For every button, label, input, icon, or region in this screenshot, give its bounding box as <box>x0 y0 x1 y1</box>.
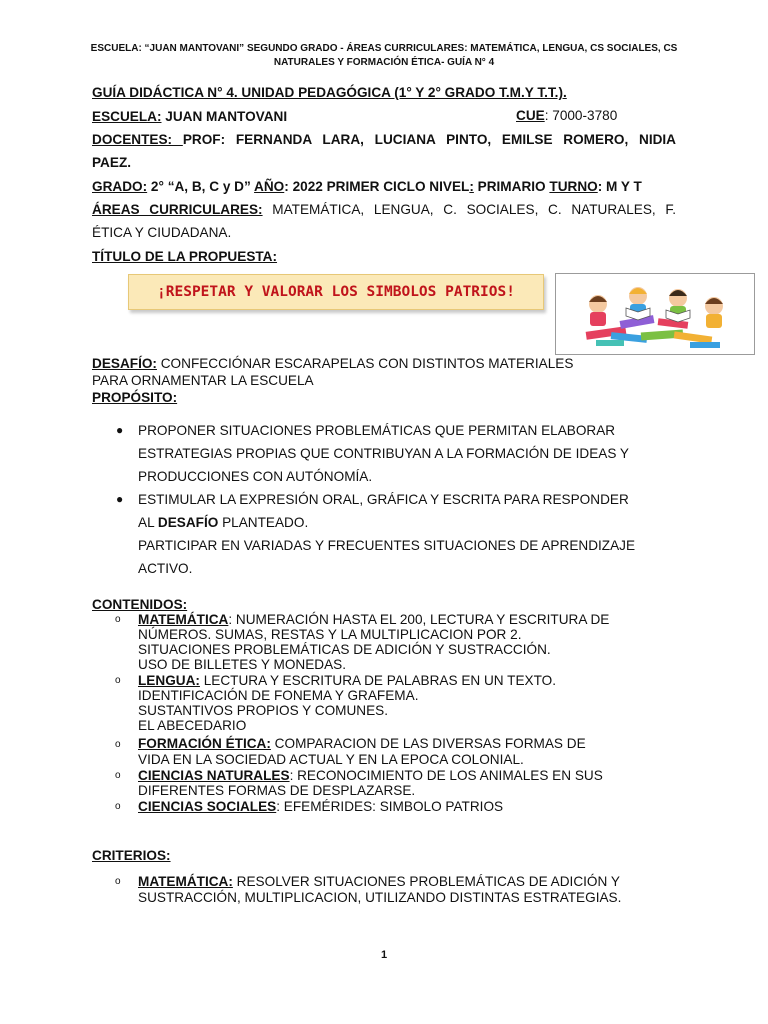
matematica-line-1: : NUMERACIÓN HASTA EL 200, LECTURA Y ESCRITURA DE <box>228 612 610 627</box>
contenido-matematica <box>138 612 609 672</box>
proposito-item-1 <box>138 419 629 488</box>
turno-value: : M Y T <box>597 179 642 194</box>
areas-label: ÁREAS CURRICULARES: <box>92 202 263 217</box>
docentes-row <box>92 131 676 149</box>
proposito-2-line-2 <box>138 511 635 534</box>
proposito-label: PROPÓSITO: <box>92 390 178 405</box>
areas-row <box>92 201 676 219</box>
ciencias-naturales-line-1: : RECONOCIMIENTO DE LOS ANIMALES EN SUS <box>289 768 603 783</box>
page-header <box>60 42 708 70</box>
contenido-lengua <box>138 673 556 733</box>
proposito-2-post: PLANTEADO. <box>218 515 309 530</box>
guide-title: GUÍA DIDÁCTICA N° 4. UNIDAD PEDAGÓGICA (1° Y 2° GRADO T.M.Y T.T.). <box>92 85 567 100</box>
contenidos-label: CONTENIDOS: <box>92 597 188 612</box>
lengua-label: LENGUA: <box>138 673 200 688</box>
desafio-line-2: PARA ORNAMENTAR LA ESCUELA <box>92 373 314 388</box>
formacion-etica-label: FORMACIÓN ÉTICA: <box>138 736 271 751</box>
formacion-etica-line-2: VIDA EN LA SOCIEDAD ACTUAL Y EN LA EPOCA COLONIAL. <box>138 752 524 767</box>
nivel-value: PRIMARIO <box>473 179 550 194</box>
desafio-word: DESAFÍO <box>157 515 219 530</box>
docentes-line-2: PAEZ. <box>92 155 132 170</box>
proposito-1-line-1: PROPONER SITUACIONES PROBLEMÁTICAS QUE PERMITAN ELABORAR <box>138 423 616 438</box>
circle-bullet-icon: o <box>115 614 121 625</box>
escuela-row <box>92 108 287 126</box>
circle-bullet-icon: o <box>115 739 121 750</box>
grado-row <box>92 178 642 196</box>
criterio-matematica-line-1: RESOLVER SITUACIONES PROBLEMÁTICAS DE ADICIÓN Y <box>232 874 620 889</box>
circle-bullet-icon: o <box>115 770 121 781</box>
cue-value: : 7000-3780 <box>544 108 618 123</box>
escuela-label: ESCUELA: <box>92 109 162 124</box>
matematica-line-2: NÚMEROS. SUMAS, RESTAS Y LA MULTIPLICACION POR 2. <box>138 627 522 642</box>
nivel-separator: : <box>469 179 474 194</box>
lengua-line-1: LECTURA Y ESCRITURA DE PALABRAS EN UN TEXTO. <box>199 673 556 688</box>
proposito-item-2 <box>138 488 635 580</box>
bullet-icon: ● <box>116 492 124 506</box>
proposito-1-line-3: PRODUCCIONES CON AUTÓNOMÍA. <box>138 469 373 484</box>
desafio-row <box>92 356 573 371</box>
lengua-line-4: EL ABECEDARIO <box>138 718 247 733</box>
criterio-matematica-label: MATEMÁTICA: <box>138 874 233 889</box>
lengua-line-3: SUSTANTIVOS PROPIOS Y COMUNES. <box>138 703 389 718</box>
ciencias-naturales-label: CIENCIAS NATURALES <box>138 768 290 783</box>
page-number: 1 <box>380 949 388 961</box>
desafio-line-1: CONFECCIÓNAR ESCARAPELAS CON DISTINTOS MATERIALES <box>156 356 574 371</box>
proposal-title-banner: ¡RESPETAR Y VALORAR LOS SIMBOLOS PATRIOS! <box>128 274 544 310</box>
grado-value: 2° “A, B, C y D” <box>147 179 255 194</box>
contenido-formacion-etica <box>138 736 586 768</box>
docentes-line-1: PROF: FERNANDA LARA, LUCIANA PINTO, EMILSE ROMERO, NIDIA <box>182 132 677 147</box>
escuela-value: JUAN MANTOVANI <box>161 109 288 124</box>
children-books-icon <box>556 274 754 354</box>
areas-line-1: MATEMÁTICA, LENGUA, C. SOCIALES, C. NATURALES, F. <box>262 202 676 217</box>
contenido-ciencias-sociales <box>138 799 503 814</box>
turno-label: TURNO <box>549 179 598 194</box>
proposito-2-line-4: ACTIVO. <box>138 561 193 576</box>
grado-label: GRADO: <box>92 179 148 194</box>
proposito-1-line-2: ESTRATEGIAS PROPIAS QUE CONTRIBUYAN A LA FORMACIÓN DE IDEAS Y <box>138 446 629 461</box>
formacion-etica-line-1: COMPARACION DE LAS DIVERSAS FORMAS DE <box>270 736 586 751</box>
bullet-icon: ● <box>116 423 124 437</box>
circle-bullet-icon: o <box>115 876 121 887</box>
ciencias-sociales-label: CIENCIAS SOCIALES <box>138 799 277 814</box>
areas-line-2: ÉTICA Y CIUDADANA. <box>92 225 232 240</box>
proposito-2-line-1: ESTIMULAR LA EXPRESIÓN ORAL, GRÁFICA Y ESCRITA PARA RESPONDER <box>138 492 629 507</box>
proposito-2-pre: AL <box>138 515 158 530</box>
anio-label: AÑO <box>254 179 285 194</box>
matematica-line-3: SITUACIONES PROBLEMÁTICAS DE ADICIÓN Y SUSTRACCIÓN. <box>138 642 551 657</box>
circle-bullet-icon: o <box>115 675 121 686</box>
criterio-matematica-line-2: SUSTRACCIÓN, MULTIPLICACION, UTILIZANDO DISTINTAS ESTRATEGIAS. <box>138 890 622 905</box>
proposito-2-line-3: PARTICIPAR EN VARIADAS Y FRECUENTES SITUACIONES DE APRENDIZAJE <box>138 538 636 553</box>
anio-value: : 2022 PRIMER CICLO NIVEL <box>284 179 470 194</box>
children-books-illustration <box>555 273 755 355</box>
criterios-label: CRITERIOS: <box>92 848 171 863</box>
cue-row <box>516 108 617 123</box>
contenido-ciencias-naturales <box>138 768 603 798</box>
cue-label: CUE <box>516 108 545 123</box>
matematica-label: MATEMÁTICA <box>138 612 229 627</box>
criterio-matematica <box>138 874 621 906</box>
lengua-line-2: IDENTIFICACIÓN DE FONEMA Y GRAFEMA. <box>138 688 419 703</box>
ciencias-naturales-line-2: DIFERENTES FORMAS DE DESPLAZARSE. <box>138 783 416 798</box>
ciencias-sociales-line-1: : EFEMÉRIDES: SIMBOLO PATRIOS <box>276 799 504 814</box>
titulo-label: TÍTULO DE LA PROPUESTA: <box>92 249 278 264</box>
header-line-2: NATURALES Y FORMACIÓN ÉTICA- GUÍA N° 4 <box>273 57 495 68</box>
header-line-1: ESCUELA: “JUAN MANTOVANI” SEGUNDO GRADO - ÁREAS CURRICULARES: MATEMÁTICA, LENGUA, CS SOCIALES, CS <box>90 43 678 54</box>
docentes-label: DOCENTES: <box>92 132 183 147</box>
matematica-line-4: USO DE BILLETES Y MONEDAS. <box>138 657 347 672</box>
circle-bullet-icon: o <box>115 801 121 812</box>
desafio-label: DESAFÍO: <box>92 356 157 371</box>
